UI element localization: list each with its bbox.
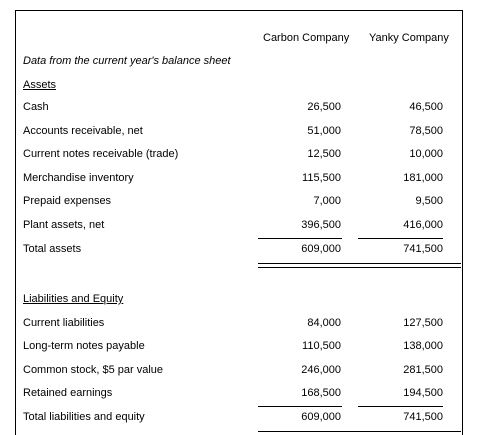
double-rule-top: [258, 263, 461, 264]
row-yanky: 9,500: [415, 195, 443, 207]
row-label: Accounts receivable, net: [23, 125, 143, 137]
row-yanky: 194,500: [403, 387, 443, 399]
row-yanky: 281,500: [403, 364, 443, 376]
subtotal-line-yanky: [358, 406, 443, 407]
row-yanky: 127,500: [403, 317, 443, 329]
header-yanky: Yanky Company: [369, 32, 449, 44]
row-yanky: 416,000: [403, 219, 443, 231]
row-carbon: 168,500: [301, 387, 341, 399]
subtotal-line-carbon: [258, 406, 342, 407]
bottom-rule: [258, 431, 461, 432]
row-carbon: 51,000: [307, 125, 341, 137]
row-yanky: 46,500: [409, 101, 443, 113]
total-assets-label: Total assets: [23, 243, 82, 255]
row-label: Plant assets, net: [23, 219, 105, 231]
row-carbon: 115,500: [302, 172, 341, 184]
row-label: Current liabilities: [23, 317, 105, 329]
row-label: Current notes receivable (trade): [23, 148, 179, 160]
row-carbon: 7,000: [313, 195, 341, 207]
row-label: Common stock, $5 par value: [23, 364, 164, 376]
total-liabilities-label: Total liabilities and equity: [23, 411, 145, 423]
row-carbon: 396,500: [301, 219, 341, 231]
total-assets-yanky: 741,500: [403, 243, 443, 255]
subtotal-line-yanky: [358, 238, 443, 239]
row-carbon: 26,500: [307, 101, 341, 113]
liabilities-title: Liabilities and Equity: [23, 293, 124, 305]
assets-title: Assets: [23, 79, 57, 91]
row-yanky: 78,500: [409, 125, 443, 137]
row-carbon: 12,500: [307, 148, 341, 160]
row-label: Cash: [23, 101, 49, 113]
row-label: Merchandise inventory: [23, 172, 134, 184]
row-yanky: 181,000: [403, 172, 443, 184]
total-assets-carbon: 609,000: [301, 243, 341, 255]
row-label: Long-term notes payable: [23, 340, 145, 352]
row-carbon: 110,500: [302, 340, 341, 352]
row-carbon: 246,000: [301, 364, 341, 376]
double-rule-bottom: [258, 267, 461, 268]
header-carbon: Carbon Company: [263, 32, 350, 44]
caption: Data from the current year's balance sheet: [23, 55, 231, 67]
row-label: Retained earnings: [23, 387, 113, 399]
row-carbon: 84,000: [307, 317, 341, 329]
row-label: Prepaid expenses: [23, 195, 112, 207]
subtotal-line-carbon: [258, 238, 342, 239]
row-yanky: 10,000: [409, 148, 443, 160]
total-liabilities-carbon: 609,000: [301, 411, 341, 423]
total-liabilities-yanky: 741,500: [403, 411, 443, 423]
row-yanky: 138,000: [403, 340, 443, 352]
